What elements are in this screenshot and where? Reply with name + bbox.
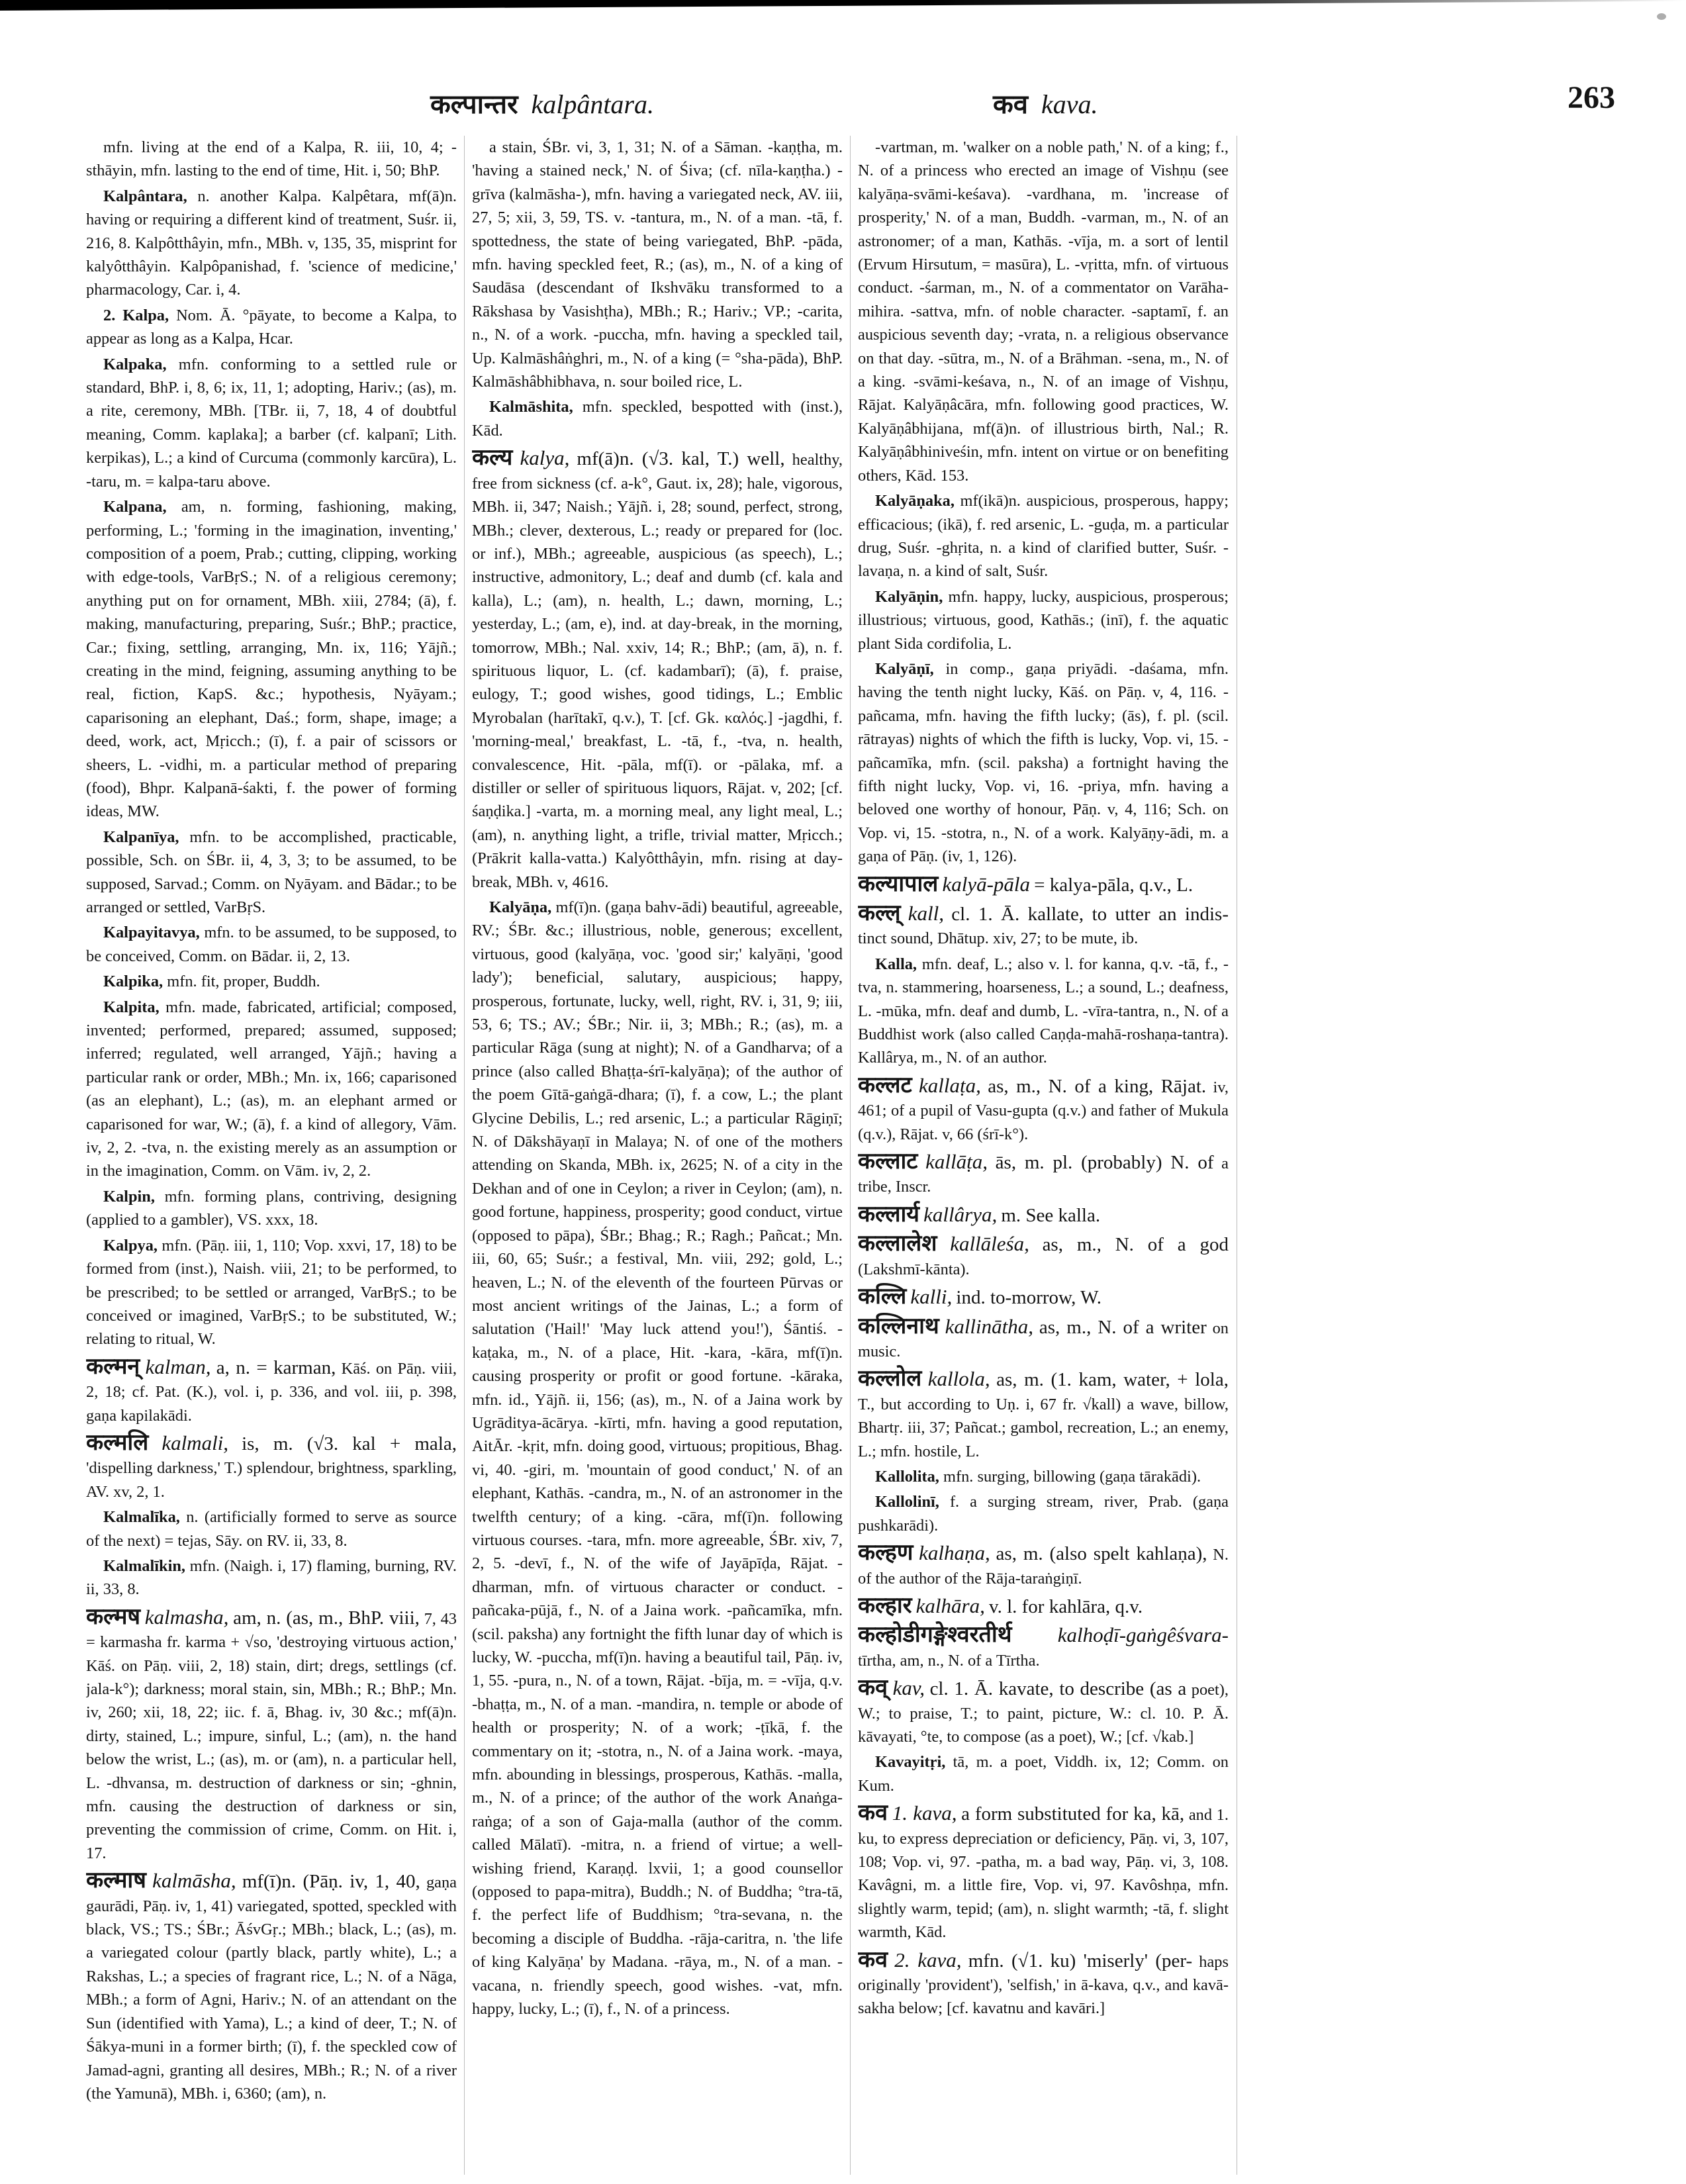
entry-devanagari: कल्लिनाथ	[858, 1313, 939, 1339]
entry-grammar: a form substituted for ka, kā,	[961, 1803, 1185, 1825]
header-center-headword	[993, 85, 1098, 121]
dictionary-entry	[858, 1490, 1229, 1537]
dictionary-entry	[86, 1554, 457, 1601]
entry-definition: mfn. (Naigh. i, 17) flaming, burning, RV. ii, 33, 8.	[86, 1556, 457, 1599]
entry-transliteration: kalman,	[145, 1354, 211, 1378]
entry-headword: Kavayitṛi,	[875, 1753, 946, 1772]
dictionary-entry	[858, 657, 1229, 869]
entry-grammar: m. See kalla.	[1001, 1204, 1101, 1226]
entry-definition: (Lakshmī-kānta).	[858, 1260, 970, 1278]
entry-grammar: as, m., N. of a king, Rājat.	[988, 1075, 1207, 1097]
entry-definition: tā, m. a poet, Viddh. ix, 12; Comm. on Kum.	[858, 1753, 1229, 1795]
column-4	[1244, 136, 1615, 2175]
dictionary-entry	[858, 585, 1229, 655]
dictionary-entry	[472, 136, 843, 393]
entry-definition: 'dispelling darkness,' T.) splendour, brightness, sparkling, AV. xv, 2, 1.	[86, 1459, 457, 1501]
entry-definition: mfn. made, fabricated, artificial; composed, invented; performed, prepared; assumed, supposed; inferred; regulated, well arranged, Yājñ.; having a particular rank or order, MBh.; Mn. ix, 166; caparisoned (as an elephant), L.; (as), m. an elephant armed or caparisoned for war, W.; (ā), f. a kind of allegory, Vām. iv, 2, 2. -tva, n. the existing merely as an assumption or in the imagination, Comm. on Vām. iv, 2, 2.	[86, 998, 457, 1180]
dictionary-entry	[858, 1203, 1229, 1228]
entry-definition: haps originally 'provident'), 'selfish,' in ā-kava, q.v., and kavā-sakha below; [cf. kavatnu and kavāri.]	[858, 1952, 1229, 2018]
entry-devanagari: कल्माष	[86, 1868, 146, 1893]
header-left-devanagari: कल्पान्तर	[430, 89, 518, 119]
dictionary-entry	[86, 1605, 457, 1865]
dictionary-entry	[86, 304, 457, 351]
entry-definition: on music.	[858, 1319, 1229, 1360]
entry-grammar: v. l. for kahlāra, q.v.	[988, 1595, 1143, 1617]
header-left-transliteration: kalpântara.	[531, 89, 654, 119]
entry-grammar: cl. 1. Ā. kavate, to describe (as a	[929, 1678, 1187, 1700]
entry-definition: mfn. forming plans, contriving, designing (applied to a gambler), VS. xxx, 18.	[86, 1187, 457, 1229]
entry-devanagari: कव	[858, 1947, 888, 1972]
dictionary-entry	[86, 970, 457, 993]
column-2	[472, 136, 843, 2175]
entry-transliteration: kalhoḍī-gaṅgêśvara-	[1057, 1623, 1229, 1647]
dictionary-entry	[858, 1367, 1229, 1463]
entry-headword: Kalpântara,	[103, 187, 187, 205]
entry-definition: -vartman, m. 'walker on a noble path,' N. of a king; f., N. of a princess who erected an image of Vishṇu (see kalyāṇa-svāmi-keśava). -vardhana, m. 'increase of prosperity,' N. of a man, Buddh. -varman, m., N. of an astronomer; of a man, Kathās. -vīja, m. a sort of lentil (Ervum Hirsutum, = masūra), L. -vṛitta, mfn. of virtuous conduct. -śarman, m., N. of a commentator on Varāha-mihira. -sattva, mfn. of noble character. -saptamī, f. an auspicious seventh day; -vrata, n. a religious observance on that day. -sūtra, m., N. of a Brāhman. -sena, m., N. of a king. -svāmi-keśava, n., N. of an image of Vishṇu, Rājat. Kalyāṇâcāra, mfn. following good practices, W. Kalyāṇâbhijana, mf(ā)n. of illustrious birth, Nal.; R. Kalyāṇâbhiniveśin, mfn. intent on virtue or on benefiting others, Kād. 153.	[858, 138, 1229, 485]
entry-transliteration: kalhāra,	[915, 1593, 985, 1617]
dictionary-entry	[858, 1465, 1229, 1488]
entry-definition: tinct sound, Dhātup. xiv, 27; to be mute, ib.	[858, 929, 1139, 948]
entry-grammar: is, m. (√3. kal + mala,	[242, 1433, 457, 1454]
entry-definition: n. (artificially formed to serve as source of the next) = tejas, Sāy. on RV. ii, 33, 8.	[86, 1508, 457, 1550]
entry-transliteration: kalmasha,	[144, 1605, 229, 1629]
entry-transliteration: kall,	[908, 902, 945, 925]
dictionary-entry	[472, 896, 843, 2021]
entry-devanagari: कल्लोल	[858, 1366, 922, 1392]
entry-grammar: as, m. (also spelt kahlaṇa),	[996, 1543, 1207, 1565]
dictionary-entry	[858, 953, 1229, 1070]
dictionary-entry	[858, 1315, 1229, 1364]
entry-devanagari: कल्लि	[858, 1284, 907, 1309]
dictionary-entry	[86, 353, 457, 493]
entry-headword: 2. Kalpa,	[103, 306, 169, 324]
entry-headword: Kalpin,	[103, 1187, 155, 1206]
entry-grammar: mf(ā)n. (√3. kal, T.) well,	[577, 448, 785, 470]
entry-definition: T., but according to Uṇ. i, 67 fr. √kall) a wave, billow, Bhartṛ. iii, 37; Pañcat.; gambol, recreation, L.; an enemy, L.; mfn. hostile, L.	[858, 1395, 1229, 1460]
entry-transliteration: kalli,	[910, 1285, 953, 1309]
entry-devanagari: कल्मलि	[86, 1430, 149, 1455]
entry-grammar: a, n. = karman,	[216, 1356, 336, 1378]
entry-definition: f. a surging stream, river, Prab. (gaṇa pushkarādi).	[858, 1493, 1229, 1535]
page-number: 263	[1568, 80, 1615, 115]
entry-transliteration: kallaṭa,	[919, 1073, 981, 1097]
entry-devanagari: कल्लार्य	[858, 1202, 920, 1227]
entry-devanagari: कल्मन्	[86, 1354, 140, 1379]
entry-definition: mfn. to be accomplished, practicable, possible, Sch. on ŚBr. ii, 4, 3, 3; to be assumed, to be supposed, Sarvad.; Comm. on Nyāyam. and Bādar.; to be arranged or settled, VarBṛS.	[86, 828, 457, 916]
entry-headword: Kalmalīkin,	[103, 1556, 186, 1575]
dictionary-entry	[86, 1431, 457, 1503]
entry-definition: tīrtha, am, n., N. of a Tīrtha.	[858, 1651, 1040, 1670]
entry-definition: mfn. to be assumed, to be supposed, to be conceived, Comm. on Bādar. ii, 2, 13.	[86, 924, 457, 965]
entry-definition: mf(ikā)n. auspicious, prosperous, happy; efficacious; (ikā), f. red arsenic, L. -guḍa, m. a particular drug, Suśr. -ghṛita, n. a kind of clarified butter, Suśr. -lavaṇa, n. a kind of salt, Suśr.	[858, 492, 1229, 581]
dictionary-entry	[858, 489, 1229, 583]
dictionary-entry	[86, 826, 457, 920]
entry-definition: healthy, free from sickness (cf. a-k°, Gaut. ix, 28); hale, vigorous, MBh. ii, 347; Naish.; Yājñ. i, 28; sound, perfect, strong, MBh.; clever, dexterous, L.; ready or prepared for (loc. or inf.), MBh.; agreeable, auspicious (as speech), L.; instructive, admonitory, L.; deaf and dumb (cf. kala and kalla), L.; (am), n. health, L.; dawn, morning, L.; yesterday, L.; (am, e), ind. at day-break, in the morning, tomorrow, MBh.; Nal. xxiv, 14; R.; BhP.; (am, ā), n. f. spirituous liquor, L. (cf. kadambarī); (ā), f. praise, eulogy, T.; good wishes, good tidings, L.; Emblic Myrobalan (harītakī, q.v.), T. [cf. Gk. καλός.] -jagdhi, f. 'morning-meal,' breakfast, L. -tā, f., -tva, n. health, convalescence, Hit. -pāla, mf(ī). or -pālaka, mf. a distiller or seller of spirituous liquors, Rājat. v, 202; [cf. śaṇḍika.] -varta, m. a morning meal, any light meal, L.; (am), n. anything light, a trifle, trivial matter, Mṛicch.; (Prākrit kalla-vatta.) Kalyôtthâyin, mfn. rising at day-break, MBh. v, 4616.	[472, 451, 843, 891]
dictionary-entry	[858, 1285, 1229, 1310]
dictionary-entry	[858, 1623, 1229, 1672]
entry-grammar: ās, m. pl. (probably) N. of	[995, 1152, 1214, 1174]
dictionary-entry	[86, 185, 457, 302]
entry-definition: mfn. conforming to a settled rule or standard, BhP. i, 8, 6; ix, 11, 1; adopting, Hariv.; (as), m. a rite, ceremony, MBh. [TBr. ii, 7, 18, 4 of doubtful meaning, Comm. kaplaka]; a barber (cf. kalpanī; Lith. kerpikas), L.; a kind of Curcuma (commonly karcūra), L. -taru, m. = kalpa-taru above.	[86, 355, 457, 491]
entry-definition: in comp., gaṇa priyādi. -daśama, mfn. having the tenth night lucky, Kāś. on Pāṇ. v, 4, 116. -pañcama, mfn. having the fifth lucky; (ās), f. pl. (scil. rātrayas) nights of which the fifth is lucky, Vop. vi, 15. -pañcamīka, mfn. (scil. paksha) a fortnight having the fifth night lucky, Vop. vi, 16. -priya, mfn. having a beloved one worthy of honour, Pāṇ. v, 4, 116; Sch. on Vop. vi, 15. -stotra, n., N. of a work. Kalyāṇy-ādi, m. a gaṇa of Pāṇ. (iv, 1, 126).	[858, 659, 1229, 866]
entry-transliteration: kalyā-pāla	[942, 872, 1031, 896]
entry-definition: mfn. surging, billowing (gaṇa tārakādi).	[943, 1467, 1201, 1486]
column-divider	[464, 136, 465, 2175]
entry-definition: mfn. fit, proper, Buddh.	[167, 973, 320, 991]
entry-devanagari: कल्यापाल	[858, 871, 939, 896]
dictionary-entry	[86, 1185, 457, 1232]
entry-devanagari: कल्लालेश	[858, 1231, 937, 1257]
entry-devanagari: कल्लाट	[858, 1149, 918, 1174]
entry-definition: a stain, ŚBr. vi, 3, 1, 31; N. of a Sāman. -kaṇṭha, m. 'having a stained neck,' N. of Śiva; (cf. nīla-kaṇṭha.) -grīva (kalmāsha-), mfn. having a variegated neck, AV. iii, 27, 5; xii, 3, 59, TS. v. -tantura, m., N. of a man. -tā, f. spottedness, the state of being variegated, BhP. -pāda, mfn. having speckled feet, R.; (as), m., N. of a king of Saudāsa (descendant of Ikshvāku transformed to a Rākshasa by Vasishṭha), MBh.; R.; Hariv.; VP.; -carita, n., N. of a work. -puccha, mfn. having a speckled tail, Up. Kalmāshâṅghri, m., N. of a king (= °sha-pāda), BhP. Kalmāshâbhibhava, n. sour boiled rice, L.	[472, 138, 843, 391]
entry-transliteration: kallāleśa,	[950, 1232, 1029, 1256]
entry-devanagari: कल्हण	[858, 1541, 913, 1566]
entry-devanagari: कव्	[858, 1676, 888, 1701]
entry-transliteration: kalya,	[520, 446, 570, 470]
dictionary-entry	[858, 1150, 1229, 1199]
dictionary-entry	[858, 902, 1229, 951]
entry-transliteration: kalmāsha,	[152, 1869, 236, 1893]
entry-headword: Kalpayitavya,	[103, 924, 200, 942]
entry-devanagari: कल्हार	[858, 1593, 912, 1618]
entry-headword: Kalmāshita,	[489, 398, 573, 416]
entry-headword: Kalyāṇī,	[875, 659, 934, 678]
entry-headword: Kalyāṇaka,	[875, 492, 955, 510]
entry-definition: mfn. speckled, bespotted with (inst.), Kād.	[472, 398, 843, 440]
dictionary-entry	[858, 1750, 1229, 1797]
entry-definition: mfn. (Pāṇ. iii, 1, 110; Vop. xxvi, 17, 18) to be formed from (inst.), Naish. viii, 21; to be performed, to be prescribed; to be settled or arranged, VarBṛS.; to be conceived or imagined, VarBṛS.; to be substituted, W.; relating to ritual, W.	[86, 1236, 457, 1349]
entry-headword: Kalpanīya,	[103, 828, 179, 846]
entry-headword: Kalla,	[875, 955, 917, 973]
entry-transliteration: kallāṭa,	[925, 1150, 988, 1174]
dictionary-entry	[86, 1869, 457, 2105]
dictionary-entry	[858, 1074, 1229, 1146]
entry-transliteration: kallola,	[927, 1367, 990, 1391]
dictionary-entry	[858, 136, 1229, 487]
entry-headword: Kalyāṇin,	[875, 587, 943, 606]
dictionary-entry	[86, 1355, 457, 1427]
dictionary-entry	[858, 1541, 1229, 1590]
entry-definition: N. of the author of the Rāja-taraṅgiṇī.	[858, 1546, 1229, 1588]
entry-grammar: ind. to-morrow, W.	[956, 1287, 1102, 1309]
dictionary-entry	[858, 873, 1229, 898]
header-center-devanagari: कव	[993, 89, 1028, 119]
entry-headword: Kalyāṇa,	[489, 898, 552, 916]
dictionary-entry	[86, 1505, 457, 1552]
dictionary-entry	[86, 136, 457, 183]
entry-definition: mf(ī)n. (gaṇa bahv-ādi) beautiful, agreeable, RV.; ŚBr. &c.; illustrious, noble, generous; excellent, virtuous, good (kalyāṇa, voc. 'good sir;' kalyāṇi, 'good lady'); beneficial, salutary, auspicious; happy, prosperous, fortunate, lucky, well, right, RV. i, 31, 9; iii, 53, 6; TS.; AV.; ŚBr.; Nir. ii, 3; MBh.; R.; (as), m. a particular Rāga (sung at night); N. of a Gandharva; of a prince (also called Bhaṭṭa-śrī-kalyāṇa); of the author of the poem Gītā-gaṅgā-dhara; (ī), f. a cow, L.; the plant Glycine Debilis, L.; red arsenic, L.; a particular Rāgiṇī; N. of Dākshāyaṇī in Malaya; N. of one of the mothers attending on Skanda, MBh. ix, 2625; N. of a city in the Dekhan and of one in Ceylon; a river in Ceylon; (am), n. good fortune, happiness, prosperity; good conduct, virtue (opposed to pāpa), ŚBr.; Bhag.; R.; Ragh.; Pañcat.; Mn. iii, 60, 65; Suśr.; a festival, Mn. viii, 292; gold, L.; heaven, L.; N. of the eleventh of the fourteen Pūrvas or most ancient writings of the Jainas, L.; a form of salutation ('Hail!' 'May luck attend you!'), Śāntiś. -kaṭaka, m., N. of a place, Hit. -kara, -kāra, mf(ī)n. causing prosperity or profit or good fortune. -kāraka, mfn. id., Yājñ. ii, 156; (as), m., N. of a Jaina work by Ugrāditya-ācārya. -kīrti, mfn. having a good reputation, AitĀr. -kṛit, mfn. doing good, virtuous; propitious, Bhag. vi, 40. -giri, m. 'mountain of good conduct,' N. of an elephant, Kathās. -candra, m., N. of an astronomer in the twelfth century; of a king. -cāra, mf(ī)n. following virtuous courses. -tara, mfn. more agreeable, ŚBr. xiv, 7, 2, 5. -devī, f., N. of the wife of Jayāpīḍa, Rājat. -dharman, mfn. of virtuous character or conduct. -pañcaka-pūjā, f., N. of a Jaina work. -pañcamīka, mfn. (scil. paksha) any fortnight the fifth lunar day of which is lucky, W. -puccha, mf(ī)n. having a beautiful tail, Pāṇ. iv, 1, 55. -pura, n., N. of a town, Rājat. -bīja, m. = -vīja, q.v. -bhaṭṭa, m., N. of a man. -mandira, n. temple or abode of health or prosperity; N. of a work; -ṭīkā, f. the commentary on it; -stotra, n., N. of a Jaina work. -maya, mfn. abounding in blessings, prosperous, Kathās. -malla, m., N. of a prince; of the author of the work Anaṅga-raṅga; of a son of Gaja-malla (author of the comm. called Mālatī). -mitra, n. a friend of virtue; a well-wishing friend, Karaṇḍ. lxvii, 1; a good counsellor (opposed to papa-mitra), Buddh.; N. of Buddha; °tra-tā, f. the perfect life of Buddhism; °tra-sevana, n. the becoming a disciple of Buddha. -rāja-caritra, n. 'the life of king Kalyāṇa' by Madana. -rāya, m., N. of a man. -vacana, n. friendly speech, good wishes. -vat, mfn. happy, lucky, L.; (ī), f., N. of a princess.	[472, 898, 843, 2018]
entry-definition: n. another Kalpa. Kalpêtara, mf(ā)n. having or requiring a different kind of treatment, Suśr. ii, 216, 8. Kalpôtthâyin, mfn., MBh. v, 135, 35, misprint for kalyôtthâyin. Kalpôpanishad, f. 'science of medicine,' pharmacology, Car. i, 4.	[86, 187, 457, 299]
header-left-headword	[430, 85, 654, 121]
dictionary-entry	[858, 1801, 1229, 1944]
scan-speck	[1657, 13, 1666, 20]
entry-definition: am, n. forming, fashioning, making, performing, L.; 'forming in the imagination, inventing,' composition of a poem, Prab.; cutting, clipping, working with edge-tools, VarBṛS.; N. of a religious ceremony; anything put on for ornament, MBh. xiii, 2784; (ā), f. making, manufacturing, preparing, Suśr.; BhP.; practice, Car.; fixing, settling, arranging, Mn. ix, 116; Yājñ.; creating in the mind, feigning, assuming anything to be real, fiction, KapS. &c.; hypothesis, Nyāyam.; caparisoning an elephant, Daś.; form, shape, image; a deed, work, act, Mṛicch.; (ī), f. a pair of scissors or sheers, L. -vidhi, m. a particular method of preparing (food), Bhpr. Kalpanā-śakti, f. the power of forming ideas, MW.	[86, 498, 457, 821]
entry-headword: Kalmalīka,	[103, 1508, 180, 1527]
column-divider	[850, 136, 851, 2175]
entry-grammar: mfn. (√1. ku) 'miserly' (per-	[968, 1950, 1193, 1971]
entry-transliteration: kalmali,	[162, 1431, 229, 1454]
entry-definition: and 1. ku, to express depreciation or deficiency, Pāṇ. vi, 3, 107, 108; Vop. vi, 97. -patha, m. a bad way, Pāṇ. vi, 3, 108. Kavâgni, m. a little fire, Vop. vi, 97. Kavôshṇa, mfn. slightly warm, tepid; (am), n. slight warmth; -tā, f. slight warmth, Kād.	[858, 1806, 1229, 1942]
dictionary-entry	[86, 1234, 457, 1351]
entry-definition: Kāś. on Pāṇ. viii, 2, 18; cf. Pat. (K.), vol. i, p. 336, and vol. iii, p. 398, gaṇa kapilakādi.	[86, 1359, 457, 1425]
entry-definition: poet), W.; to praise, T.; to paint, picture, W.: cl. 10. P. Ā. kāvayati, °te, to compose (as a poet), W.; [cf. √kab.]	[858, 1681, 1229, 1746]
entry-headword: Kallolinī,	[875, 1493, 939, 1511]
entry-grammar: am, n. (as, m., BhP. viii,	[233, 1607, 420, 1629]
dictionary-entry	[472, 446, 843, 894]
entry-transliteration: 1. kava,	[892, 1801, 957, 1825]
entry-headword: Kalpika,	[103, 973, 164, 991]
entry-definition: mfn. living at the end of a Kalpa, R. iii, 10, 4; -sthāyin, mfn. lasting to the end of time, Hit. i, 50; BhP.	[86, 138, 457, 180]
entry-headword: Kallolita,	[875, 1467, 939, 1486]
entry-transliteration: kalhaṇa,	[919, 1541, 990, 1565]
text-columns	[86, 136, 1615, 2175]
dictionary-entry	[858, 1676, 1229, 1748]
entry-grammar: as, m., N. of a god	[1042, 1234, 1229, 1256]
dictionary-entry	[858, 1594, 1229, 1619]
dictionary-entry	[86, 996, 457, 1183]
column-3	[858, 136, 1229, 2175]
dictionary-entry	[858, 1232, 1229, 1281]
header-center-transliteration: kava.	[1041, 89, 1098, 119]
entry-devanagari: कव	[858, 1801, 888, 1826]
entry-definition: mfn. happy, lucky, auspicious, prosperous; illustrious; virtuous, good, Kathās.; (inī), f. the aquatic plant Sida cordifolia, L.	[858, 587, 1229, 653]
entry-devanagari: कल्होडीगङ्गेश्वरतीर्थ	[858, 1623, 1012, 1648]
column-1	[86, 136, 457, 2175]
entry-headword: Kalpana,	[103, 498, 167, 516]
entry-transliteration: kallinātha,	[945, 1314, 1034, 1338]
entry-transliteration: 2. kava,	[894, 1948, 962, 1971]
dictionary-entry	[858, 1948, 1229, 2020]
entry-headword: Kalpita,	[103, 998, 160, 1016]
entry-definition: a tribe, Inscr.	[858, 1155, 1229, 1196]
entry-definition: iv, 461; of a pupil of Vasu-gupta (q.v.) and father of Mukula (q.v.), Rājat. v, 66 (śrī-k°).	[858, 1078, 1229, 1143]
entry-definition: gaṇa gaurādi, Pāṇ. iv, 1, 41) variegated, spotted, speckled with black, VS.; TS.; ŚBr.; ĀśvGṛ.; MBh.; black, L.; (as), m. a variegated colour (partly black, partly white), L.; a Rakshas, L.; a species of fragrant rice, L.; N. of a Nāga, MBh.; a form of Agni, Hariv.; N. of an attendant on the Sun (identified with Yama), L.; a kind of deer, T.; N. of Śākya-muni in a former birth; (ī), f. the speckled cow of Jamad-agni, granting all desires, MBh.; R.; N. of a river (the Yamunā), MBh. i, 6360; (am), n.	[86, 1874, 457, 2103]
entry-definition: Nom. Ā. °pāyate, to become a Kalpa, to appear as long as a Kalpa, Hcar.	[86, 306, 457, 348]
entry-devanagari: कल्लट	[858, 1072, 912, 1098]
entry-grammar: = kalya-pāla, q.v., L.	[1034, 874, 1194, 896]
running-header	[86, 79, 1615, 126]
entry-transliteration: kav,	[892, 1676, 925, 1700]
entry-devanagari: कल्मष	[86, 1604, 141, 1629]
entry-grammar: as, m. (1. kam, water, + lola,	[996, 1369, 1229, 1391]
entry-definition: mfn. deaf, L.; also v. l. for kanna, q.v. -tā, f., -tva, n. stammering, hoarseness, L.; a sound, L.; deafness, L. -mūka, mfn. deaf and dumb, L. -vīra-tantra, n., N. of a Buddhist work (also called Caṇḍa-mahā-roshaṇa-tantra). Kallârya, m., N. of an author.	[858, 955, 1229, 1067]
dictionary-entry	[86, 921, 457, 968]
entry-devanagari: कल्ल्	[858, 901, 901, 926]
entry-transliteration: kallârya,	[923, 1202, 998, 1226]
entry-devanagari: कल्य	[472, 446, 513, 471]
entry-grammar: cl. 1. Ā. kallate, to utter an indis-	[951, 904, 1229, 925]
dictionary-entry	[86, 495, 457, 824]
dictionary-entry	[472, 395, 843, 442]
scan-edge	[0, 0, 1686, 11]
entry-grammar: as, m., N. of a writer	[1039, 1316, 1207, 1338]
entry-headword: Kalpya,	[103, 1236, 158, 1255]
entry-grammar: mf(ī)n. (Pāṇ. iv, 1, 40,	[242, 1871, 420, 1893]
entry-definition: 7, 43 = karmasha fr. karma + √so, 'destroying virtuous action,' Kāś. on Pāṇ. viii, 2, 18) stain, dirt; dregs, settlings (cf. jala-k°); darkness; moral stain, sin, MBh.; R.; BhP.; Mn. iv, 260; xii, 18, 22; iic. f. ā, Bhag. iv, 30 &c.; mf(ā)n. dirty, stained, L.; impure, sinful, L.; (am), n. the hand below the wrist, L.; (as), m. or (am), n. a particular hell, L. -dhvansa, m. destruction of darkness or sin; -ghnin, mfn. causing the destruction of darkness or sin, preventing the commission of crime, Comm. on Hit. i, 17.	[86, 1609, 457, 1862]
entry-headword: Kalpaka,	[103, 355, 167, 373]
